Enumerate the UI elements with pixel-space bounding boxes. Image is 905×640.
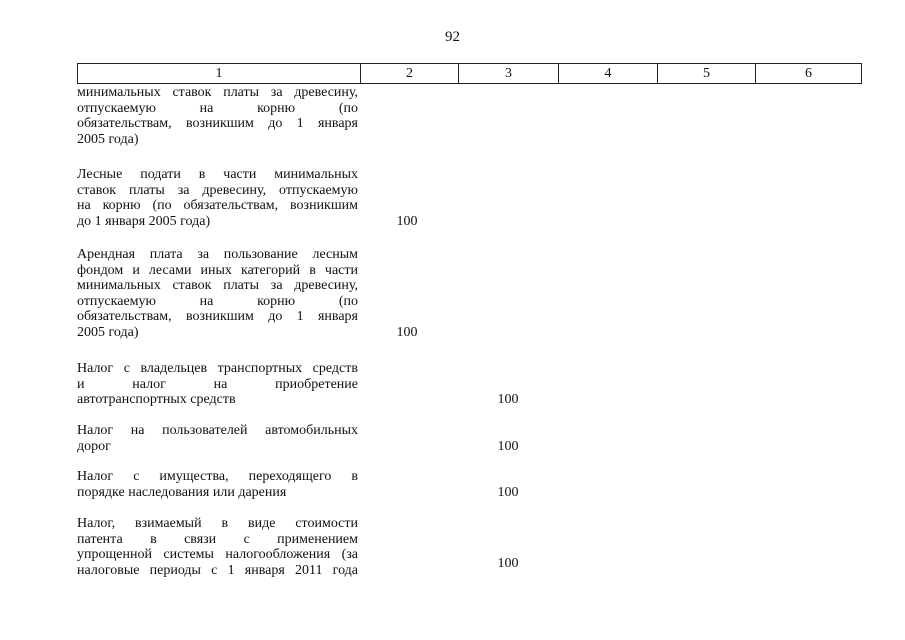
text-line: 2005 года) — [77, 324, 139, 340]
text-line: дорог — [77, 438, 111, 454]
row-description — [77, 423, 358, 454]
table-row — [77, 361, 862, 408]
page-number: 92 — [445, 29, 460, 45]
table-row — [77, 469, 862, 500]
row-description — [77, 85, 358, 147]
column-header-5: 5 — [658, 64, 756, 83]
text-line: отпускаемую на корню (по — [77, 293, 358, 309]
table-row — [77, 516, 862, 578]
text-line: Налог, взимаемый в виде стоимости — [77, 516, 358, 531]
text-line: упрощенной системы налогообложения (за — [77, 547, 358, 563]
text-line: Налог на пользователей автомобильных — [77, 423, 358, 438]
text-line: патента в связи с применением — [77, 531, 358, 547]
text-line: налоговые периоды с 1 января 2011 года — [77, 562, 358, 578]
text-line: Налог с имущества, переходящего в — [77, 469, 358, 484]
text-line: фондом и лесами иных категорий в части — [77, 262, 358, 278]
text-line: Лесные подати в части минимальных — [77, 167, 358, 182]
value-col-3: 100 — [497, 556, 519, 571]
text-line: минимальных ставок платы за древесину, — [77, 278, 358, 294]
value-col-3: 100 — [497, 392, 519, 408]
table-row — [77, 167, 862, 229]
value-col-3: 100 — [497, 484, 519, 500]
text-line: ставок платы за древесину, отпускаемую — [77, 182, 358, 198]
table-row — [77, 85, 862, 147]
row-description — [77, 247, 358, 341]
value-col-2: 100 — [396, 325, 418, 340]
column-header-2: 2 — [361, 64, 459, 83]
text-line: минимальных ставок платы за древесину, — [77, 85, 358, 100]
row-description — [77, 516, 358, 578]
value-col-3: 100 — [497, 438, 519, 454]
text-line: до 1 января 2005 года) — [77, 213, 211, 229]
column-header-6: 6 — [805, 65, 812, 81]
text-line: Налог с владельцев транспортных средств — [77, 361, 358, 376]
table-row — [77, 423, 862, 454]
text-line: отпускаемую на корню (по — [77, 100, 358, 116]
text-line: и налог на приобретение — [77, 376, 358, 392]
column-header-1: 1 — [78, 64, 361, 83]
table-row — [77, 247, 862, 341]
text-line: порядке наследования или дарения — [77, 484, 287, 500]
text-line: Арендная плата за пользование лесным — [77, 247, 358, 262]
text-line: на корню (по обязательствам, возникшим — [77, 198, 358, 214]
text-line: автотранспортных средств — [77, 392, 236, 408]
text-line: обязательствам, возникшим до 1 января — [77, 309, 358, 325]
row-description — [77, 361, 358, 408]
text-line: 2005 года) — [77, 131, 139, 147]
value-col-2: 100 — [396, 213, 418, 229]
row-description — [77, 469, 358, 500]
row-description — [77, 167, 358, 229]
column-header-3: 3 — [459, 64, 559, 83]
text-line: обязательствам, возникшим до 1 января — [77, 116, 358, 132]
column-header-4: 4 — [559, 64, 658, 83]
table-header — [77, 63, 862, 84]
